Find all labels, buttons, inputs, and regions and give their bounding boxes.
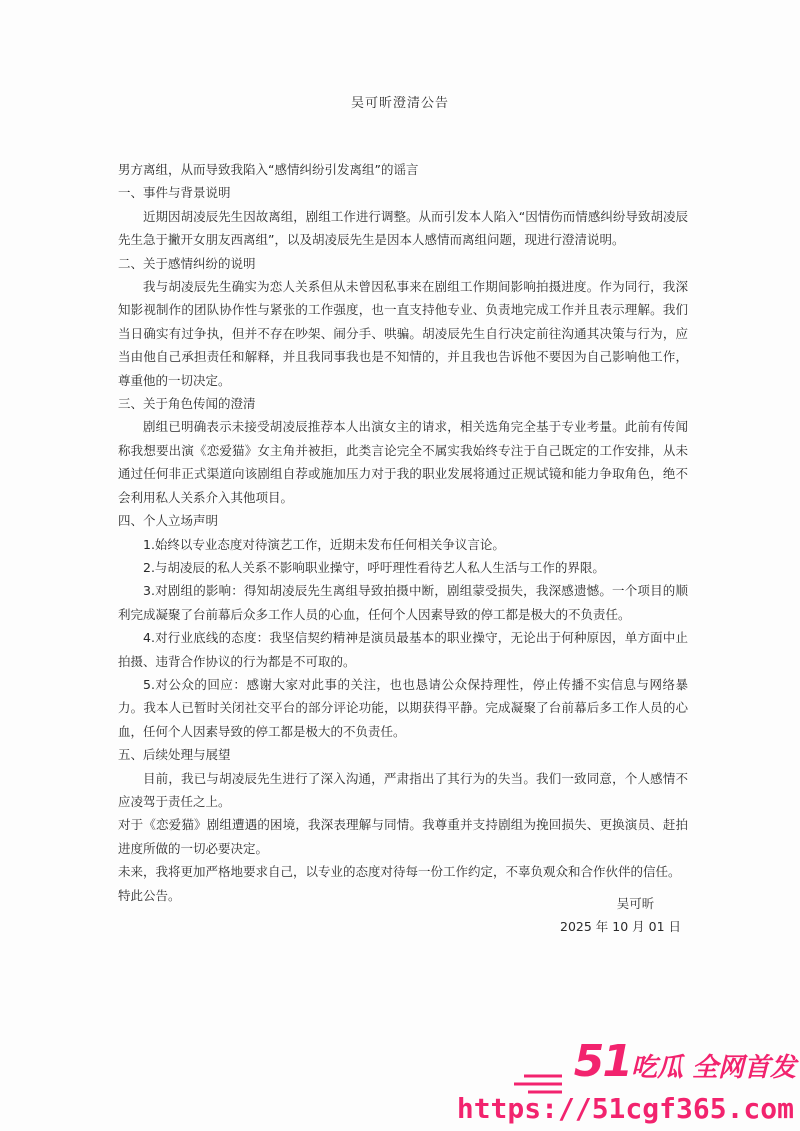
paragraph: 目前，我已与胡凌辰先生进行了深入沟通，严肃指出了其行为的失当。我们一致同意，个人感情不应凌驾于责任之上。 bbox=[118, 770, 688, 809]
watermark-brand bbox=[574, 1036, 796, 1087]
section-heading-3: 三、关于角色传闻的澄清 bbox=[118, 396, 256, 412]
paragraph: 剧组已明确表示未接受胡凌辰推荐本人出演女主的请求，相关选角完全基于专业考量。此前有传闻称我想要出演《恋爱猫》女主角并被拒，此类言论完全不属实我始终专注于自己既定的工作安排，从未通过任何非正式渠道向该剧组自荐或施加压力对于我的职业发展将通过正规试镜和能力争取角色，绝不会利用私人关系介入其他项目。 bbox=[118, 419, 688, 505]
paragraph: 近期因胡凌辰先生因故离组，剧组工作进行调整。从而引发本人陷入“因情伤而情感纠纷导致胡凌辰先生急于撇开女朋友西离组”，以及胡凌辰先生是因本人感情而离组问题，现进行澄清说明。 bbox=[118, 208, 688, 248]
paragraph: 对于《恋爱猫》剧组遭遇的困境，我深表理解与同情。我尊重并支持剧组为挽回损失、更换演员、赶拍进度所做的一切必要决定。 bbox=[118, 817, 688, 856]
list-item: 1.始终以专业态度对待演艺工作，近期未发布任何相关争议言论。 bbox=[143, 536, 505, 552]
paragraph: 未来，我将更加严格地要求自己，以专业的态度对待每一份工作约定，不辜负观众和合作伙伴的信任。 bbox=[118, 864, 681, 880]
section-heading-4: 四、个人立场声明 bbox=[118, 513, 219, 529]
document-body bbox=[118, 158, 688, 907]
site-watermark bbox=[456, 1030, 800, 1131]
signature-date: 2025 年 10 月 01 日 bbox=[560, 919, 681, 934]
section-heading-2: 二、关于感情纠纷的说明 bbox=[118, 255, 256, 271]
section-heading-5: 五、后续处理与展望 bbox=[118, 747, 231, 763]
watermark-brand-text: 吃瓜 全网首发 bbox=[630, 1053, 796, 1083]
list-item: 2.与胡凌辰的私人关系不影响职业操守，呼吁理性看待艺人私人生活与工作的界限。 bbox=[143, 559, 605, 575]
document-title: 吴可昕澄清公告 bbox=[350, 96, 449, 111]
list-item: 5.对公众的回应：感谢大家对此事的关注，也也恳请公众保持理性，停止传播不实信息与网络暴力。我本人已暂时关闭社交平台的部分评论功能，以期获得平静。完成凝聚了台前幕后多工作人员的心血，任何个人因素导致的停工都是极大的不负责任。 bbox=[118, 676, 688, 739]
list-item: 4.对行业底线的态度：我坚信契约精神是演员最基本的职业操守，无论出于何种原因，单方面中止拍摄、违背合作协议的行为都是不可取的。 bbox=[118, 630, 688, 669]
intro-line: 男方离组，从而导致我陷入“感情纠纷引发离组”的谣言 bbox=[118, 162, 419, 177]
signature-block bbox=[560, 892, 681, 938]
list-item: 3.对剧组的影响：得知胡凌辰先生离组导致拍摄中断，剧组蒙受损失，我深感遗憾。一个项目的顺利完成凝聚了台前幕后众多工作人员的心血，任何个人因素导致的停工都是极大的不负责任。 bbox=[118, 583, 688, 622]
watermark-brand-number: 51 bbox=[573, 1036, 631, 1087]
paragraph: 我与胡凌辰先生确实为恋人关系但从未曾因私事来在剧组工作期间影响拍摄进度。作为同行，我深知影视制作的团队协作性与紧张的工作强度，也一直支持他专业、负责地完成工作并且表示理解。我们当日确实有过争执，但并不存在吵架、闹分手、哄骗。胡凌辰先生自行决定前往沟通其决策与行为，应当由他自己承担责任和解释，并且我同事我也是不知情的，并且我也告诉他不要因为自己影响他工作，尊重他的一切决定。 bbox=[118, 279, 688, 388]
watermark-url: https://51cgf365.com bbox=[456, 1092, 794, 1125]
signature-name: 吴可昕 bbox=[616, 896, 655, 911]
section-heading-1: 一、事件与背景说明 bbox=[118, 185, 231, 201]
closing-line: 特此公告。 bbox=[118, 887, 181, 903]
